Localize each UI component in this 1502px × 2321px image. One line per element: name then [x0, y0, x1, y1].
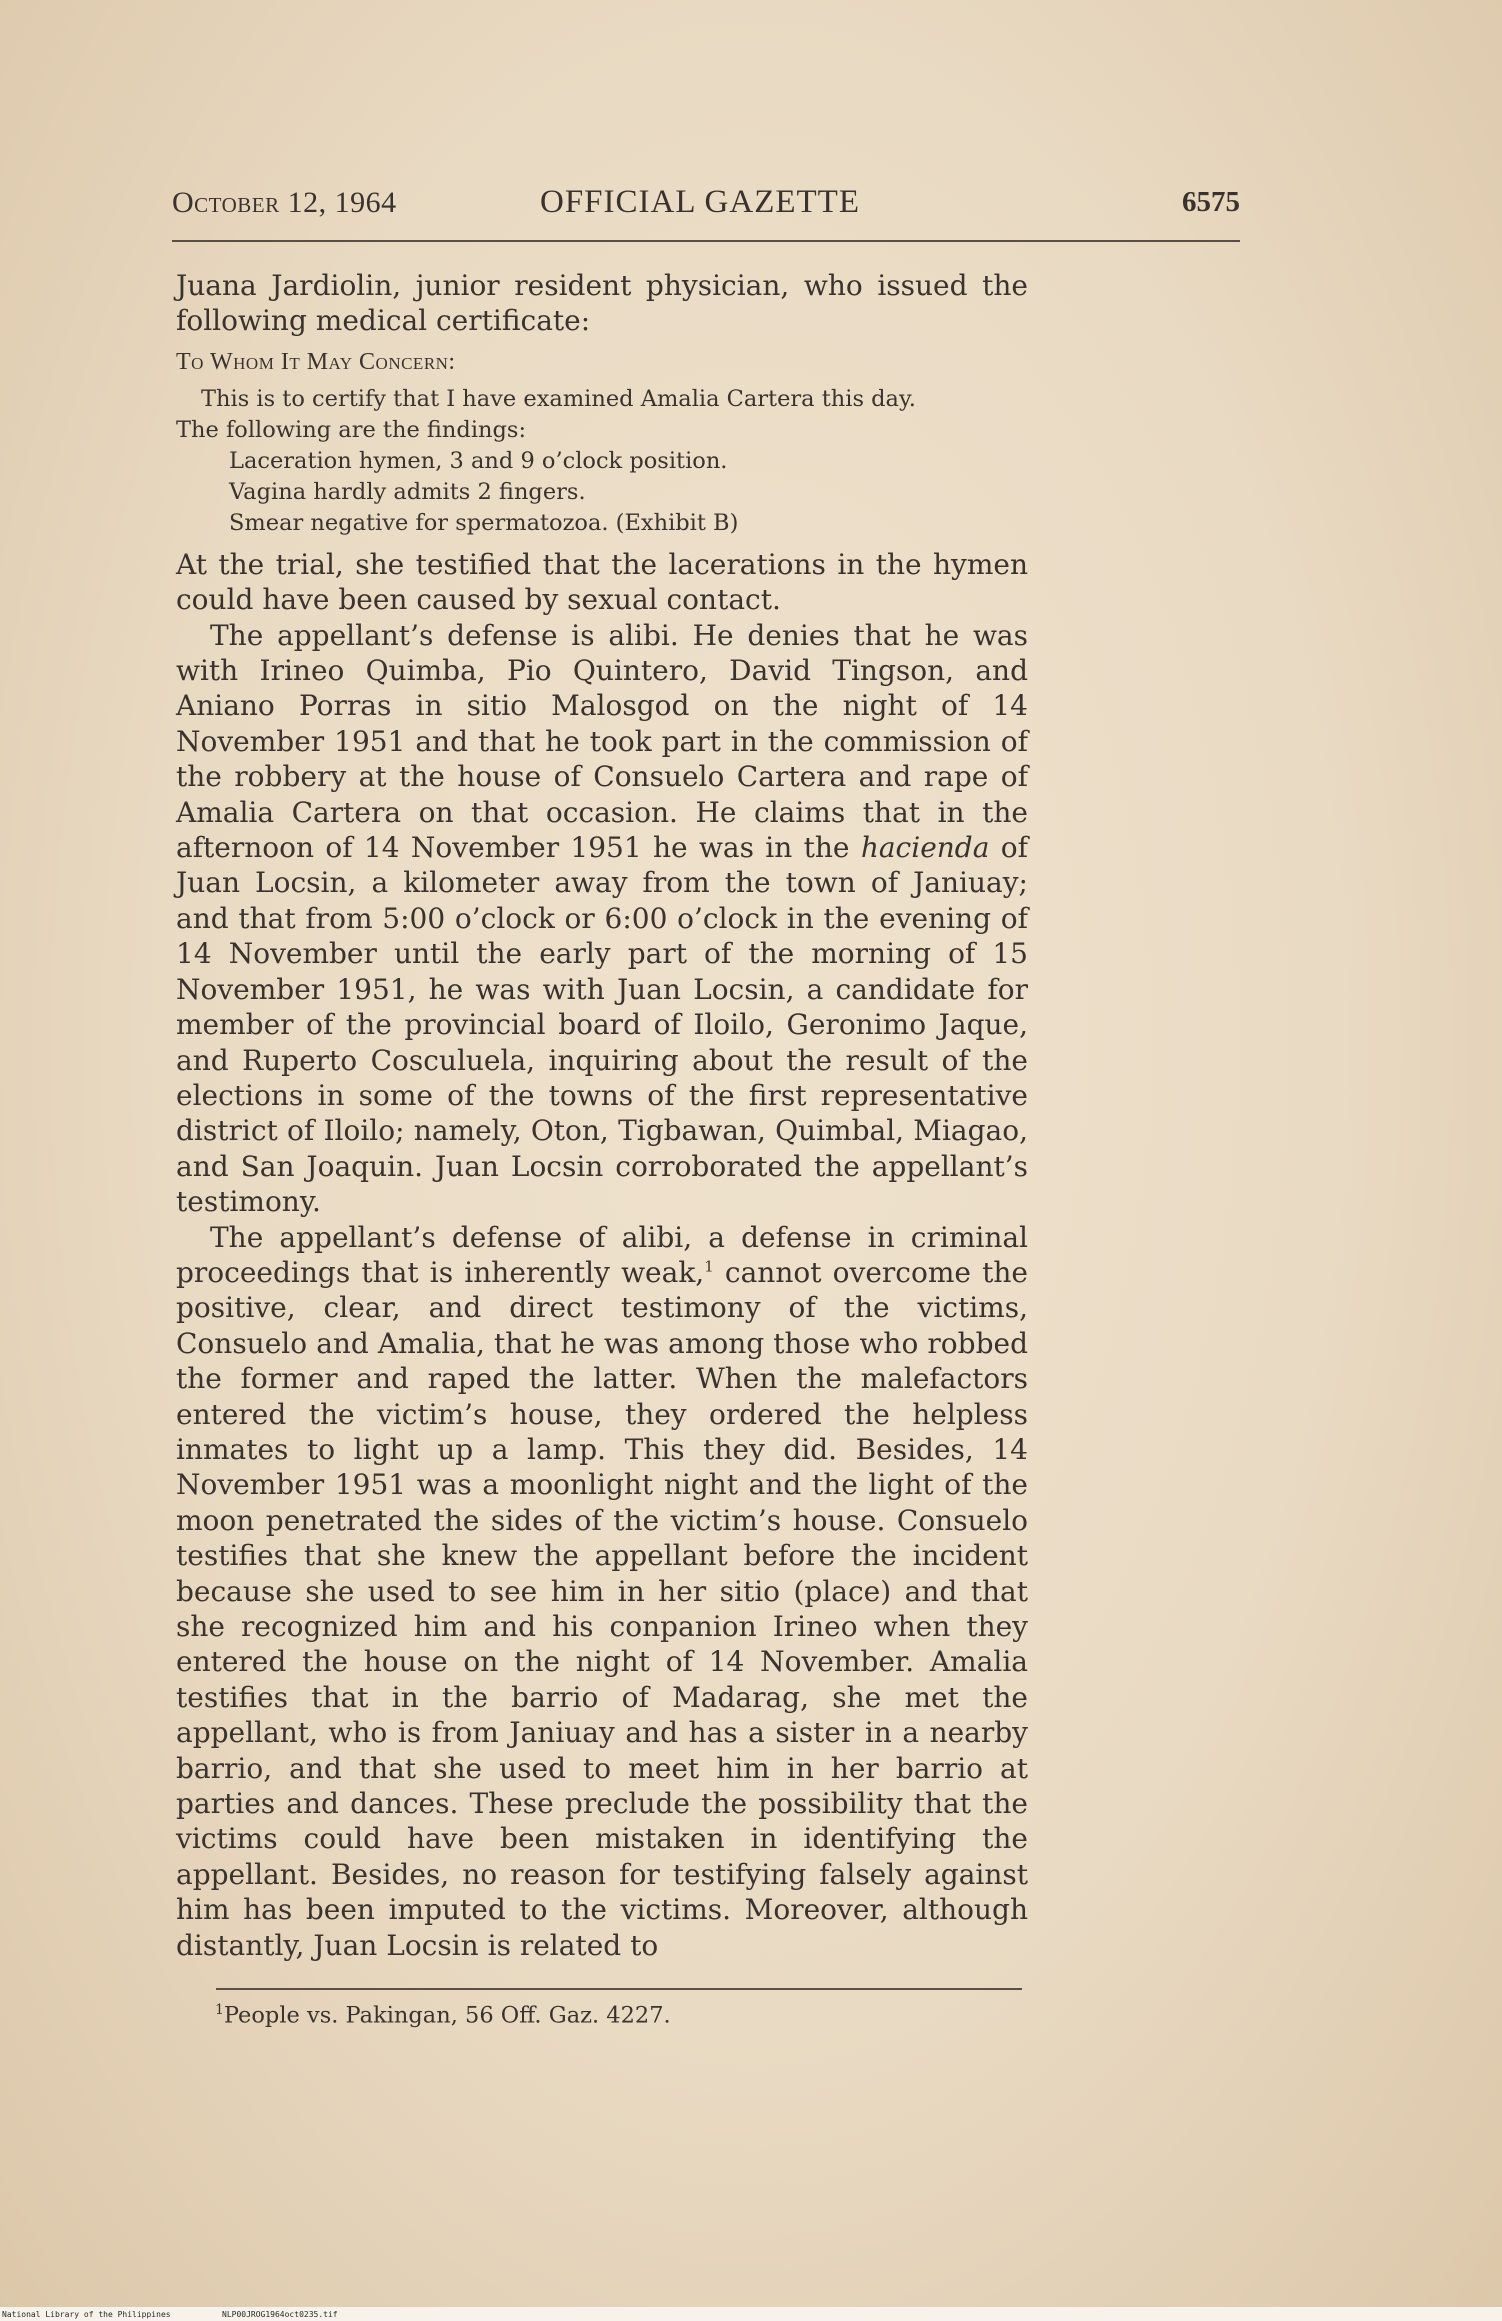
finding-item: Smear negative for spermatozoa. (Exhibit B): [229, 509, 739, 536]
page-header: [172, 186, 1240, 230]
footnote-rule: [216, 1988, 1022, 1990]
scan-footer-filename: NLP00JROG1964oct0235.tif: [222, 2310, 338, 2319]
scan-footer-library: National Library of the Philippines: [2, 2310, 171, 2319]
certificate-text-2: The following are the findings:: [176, 416, 527, 443]
finding-item: Vagina hardly admits 2 fingers.: [229, 478, 586, 505]
footnote-reference: 1: [704, 1257, 714, 1276]
defense-italic-term: hacienda: [860, 831, 990, 865]
alibi-text-1: The appellant’s defense of alibi, a defense in criminal proceedings that is inherently weak,: [176, 1220, 1028, 1289]
header-page-number: 6575: [1182, 186, 1240, 218]
certificate-text: This is to certify that I have examined Amalia Cartera this day.: [201, 385, 916, 412]
footnote: [215, 2002, 671, 2029]
trial-paragraph: At the trial, she testified that the lacerations in the hymen could have been caused by sexual contact.: [176, 547, 1028, 617]
intro-paragraph: Juana Jardiolin, junior resident physician, who issued the following medical certificate:: [176, 269, 1028, 338]
defense-paragraph: [176, 618, 1028, 1220]
footnote-marker: 1: [215, 2002, 224, 2018]
footnote-text: People vs. Pakingan, 56 Off. Gaz. 4227.: [223, 2002, 671, 2029]
header-rule: [172, 240, 1240, 242]
header-title: OFFICIAL GAZETTE: [540, 184, 860, 220]
defense-text-1: The appellant’s defense is alibi. He denies that he was with Irineo Quimba, Pio Quintero, David Tingson, and Aniano Porras in sitio Malosgod on the night of 14 November 1951 and that he took part in the commission of the robbery at the house of Consuelo Cartera and rape of Amalia Cartera on that occasion. He claims that in the afternoon of 14 November 1951 he was in the: [176, 618, 1028, 865]
alibi-paragraph: [176, 1220, 1028, 1964]
body-column: [176, 268, 1028, 1963]
alibi-text-2: cannot overcome the positive, clear, and direct testimony of the victims, Consuelo and Amalia, that he was among those who robbed the former and raped the latter. When the malefactors entered the victim’s house, they ordered the helpless inmates to light up a lamp. This they did. Besides, 14 November 1951 was a moonlight night and the light of the moon penetrated the sides of the victim’s house. Consuelo testifies that she knew the appellant before the incident because she used to see him in her sitio (place) and that she recognized him and his conpanion Irineo when they entered the house on the night of 14 November. Amalia testifies that in the barrio of Madarag, she met the appellant, who is from Janiuay and has a sister in a nearby barrio, and that she used to meet him in her barrio at parties and dances. These preclude the possibility that the victims could have been mistaken in identifying the appellant. Besides, no reason for testifying falsely against him has been imputed to the victims. Moreover, although distantly, Juan Locsin is related to: [176, 1255, 1028, 1962]
defense-text-2: of Juan Locsin, a kilometer away from the town of Janiuay; and that from 5:00 o’clock or 6:00 o’clock in the evening of 14 November until the early part of the morning of 15 November 1951, he was with Juan Locsin, a candidate for member of the provincial board of Iloilo, Geronimo Jaque, and Ruperto Cosculuela, inquiring about the result of the elections in some of the towns of the first representative district of Iloilo; namely, Oton, Tigbawan, Quimbal, Miagao, and San Joaquin. Juan Locsin corroborated the appellant’s testimony.: [176, 831, 1028, 1219]
findings-list: [176, 446, 1028, 539]
certificate-salutation: To Whom It May Concern:: [176, 348, 456, 375]
header-date: October 12, 1964: [172, 186, 397, 219]
finding-item: Laceration hymen, 3 and 9 o’clock position.: [229, 447, 728, 474]
